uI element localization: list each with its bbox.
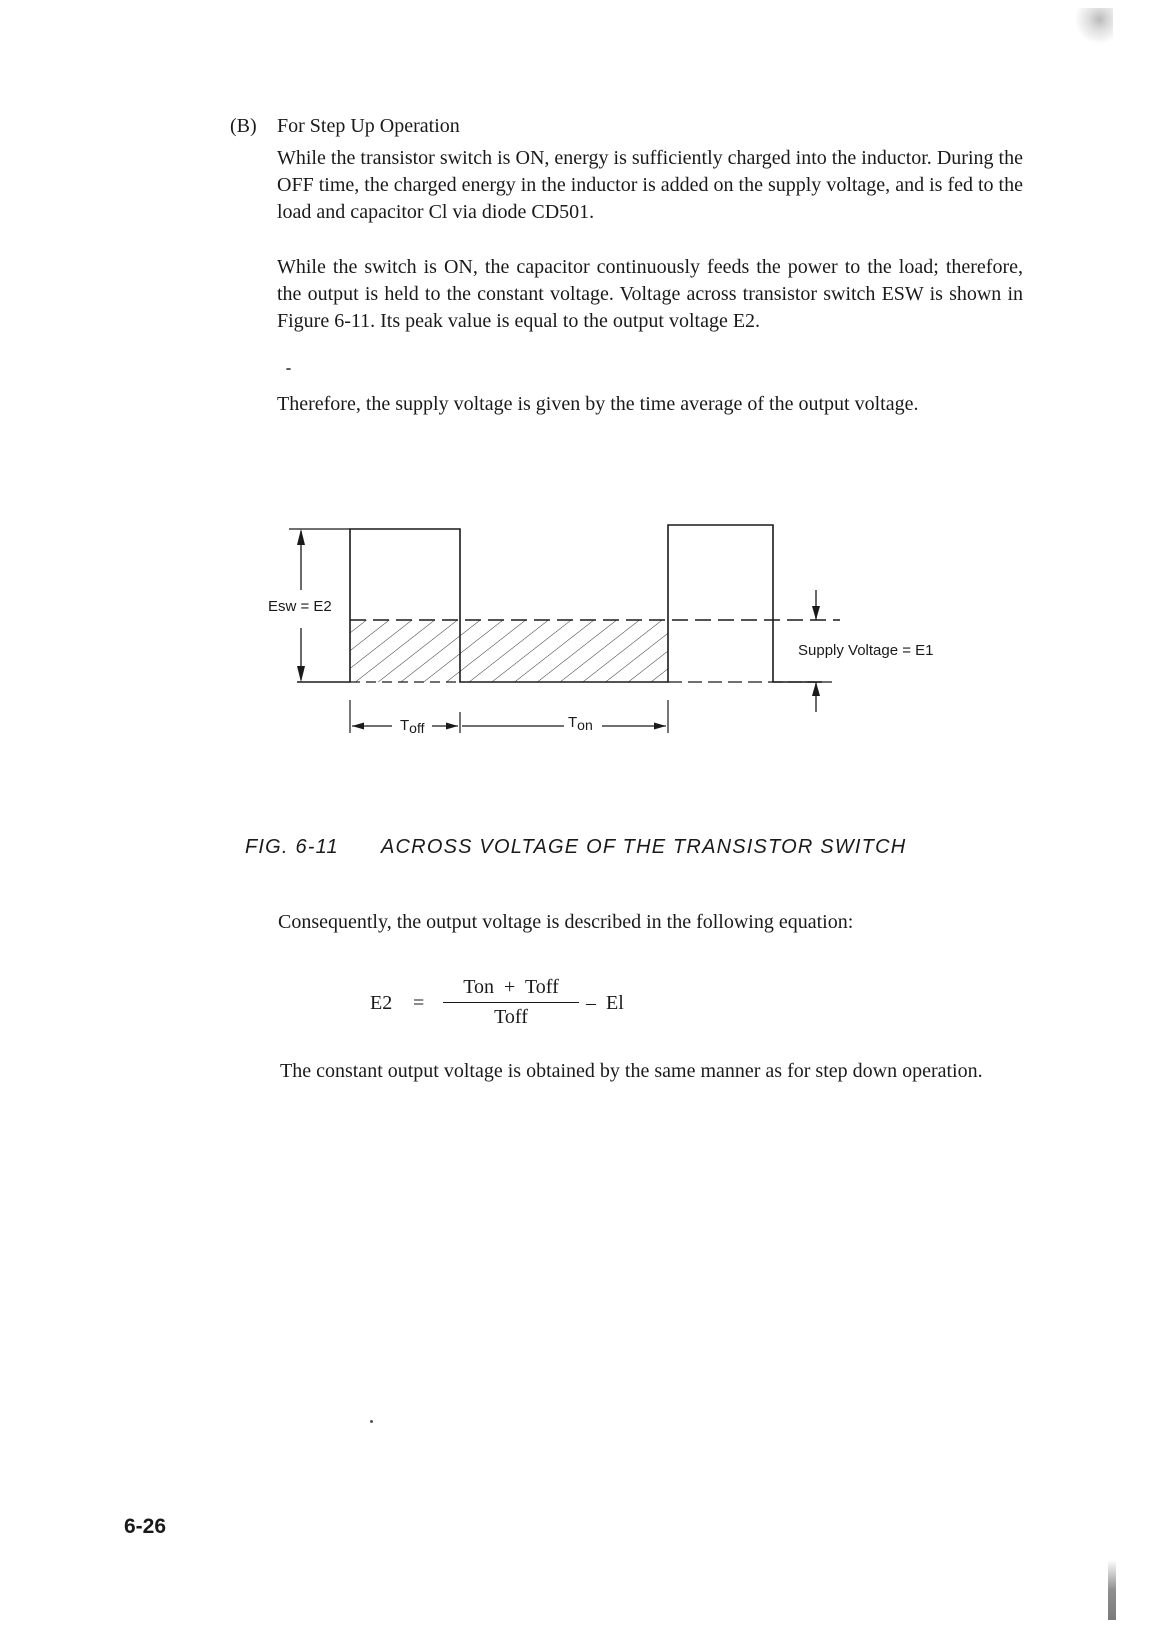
equation-lhs: E2 — [370, 992, 393, 1014]
scan-corner-artifact — [1068, 8, 1113, 46]
page-number: 6-26 — [124, 1515, 167, 1538]
equation-equals: = — [413, 992, 425, 1014]
paragraph-supply-voltage: Therefore, the supply voltage is given by the time average of the output voltage. — [277, 393, 919, 415]
esw-arrow-head-down — [297, 666, 305, 682]
scan-speck-2 — [286, 368, 291, 370]
toff-label: Toff — [400, 717, 425, 736]
scan-speck — [370, 1420, 373, 1423]
equation-fraction-bar — [443, 1002, 579, 1003]
section-title: For Step Up Operation — [277, 115, 460, 137]
supply-voltage-label: Supply Voltage = E1 — [798, 642, 934, 659]
equation-rhs: – El — [586, 992, 624, 1014]
equation-numerator: Ton + Toff — [463, 976, 559, 998]
paragraph-constant-output: The constant output voltage is obtained by the same manner as for step down operation. — [280, 1060, 983, 1082]
toff-arrow-right — [446, 723, 458, 730]
paragraph-energy-charging: While the transistor switch is ON, energy is sufficiently charged into the inductor. During the OFF time, the charged energy in the inductor is added on the supply voltage, and is fed to the load and capacitor Cl via diode CD501. — [277, 147, 1023, 223]
equation-denominator: Toff — [494, 1006, 528, 1028]
figure-caption — [245, 836, 906, 859]
esw-arrow-head-up — [297, 529, 305, 545]
figure-caption-text: ACROSS VOLTAGE OF THE TRANSISTOR SWITCH — [381, 836, 907, 858]
hatched-energy-area — [350, 620, 668, 682]
section-label: (B) — [230, 115, 257, 137]
paragraph-capacitor-feed: While the switch is ON, the capacitor continuously feeds the power to the load; therefore, the output is held to the constant voltage. Voltage across transistor switch ESW is shown in Figure 6-11. Its peak value is equal to the output voltage E2. — [277, 256, 1023, 332]
ton-label: Ton — [568, 714, 593, 733]
output-voltage-equation — [370, 974, 690, 1034]
supply-arrow-head-up — [812, 682, 820, 696]
waveform-figure — [0, 0, 1157, 760]
figure-caption-number: FIG. 6-11 — [245, 836, 339, 858]
paragraph-consequently: Consequently, the output voltage is described in the following equation: — [278, 911, 854, 933]
esw-label: Esw = E2 — [268, 598, 332, 615]
scan-edge-artifact — [1108, 1560, 1116, 1620]
ton-arrow-right — [654, 723, 666, 730]
supply-arrow-head-down — [812, 606, 820, 620]
toff-arrow-left — [352, 723, 364, 730]
